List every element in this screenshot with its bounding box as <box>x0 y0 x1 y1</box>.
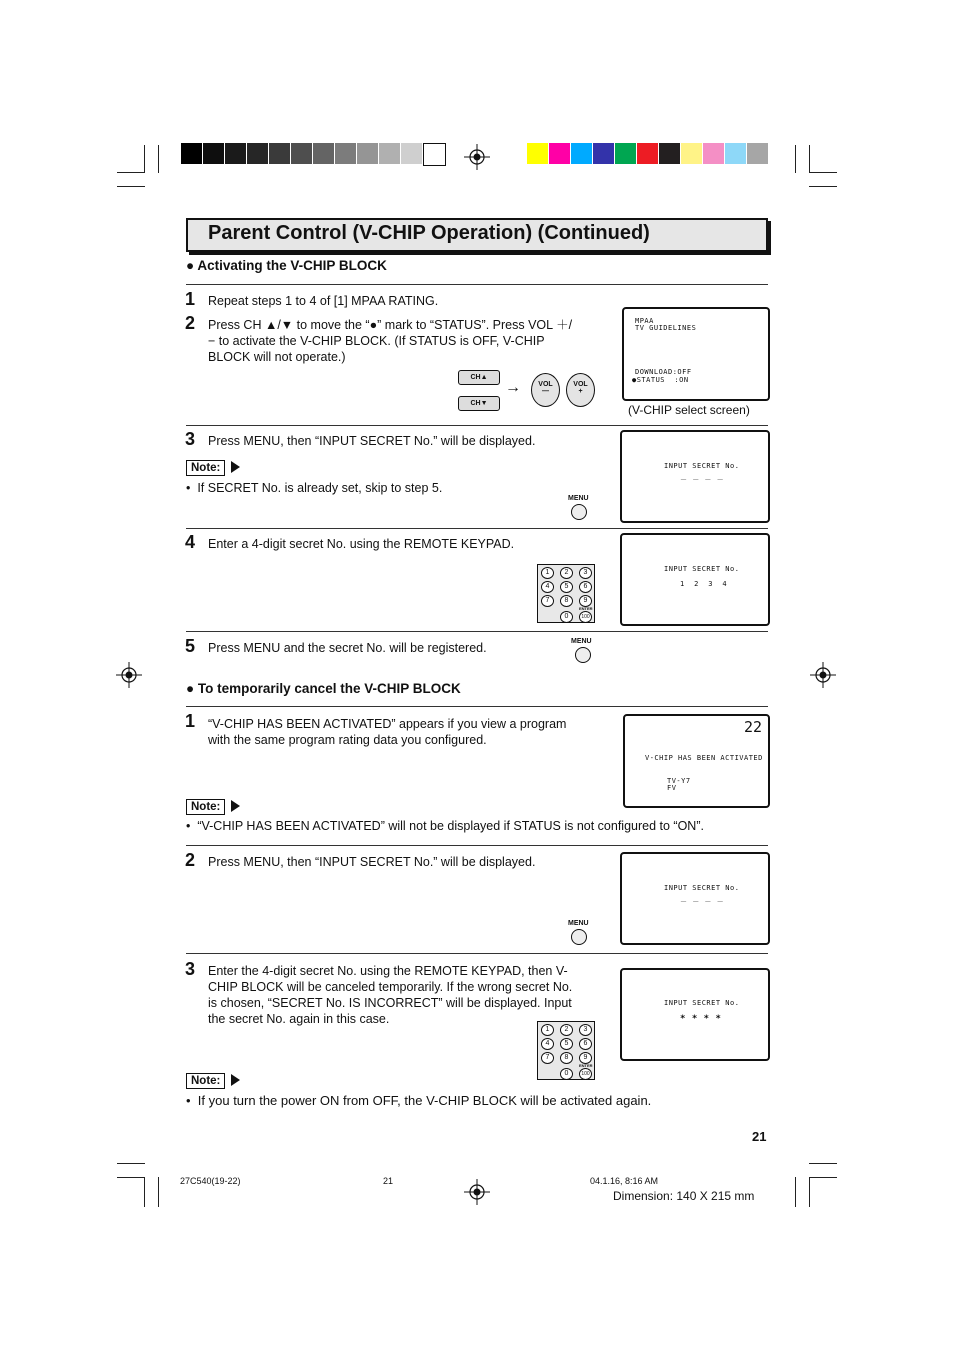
step-text: Press MENU, then “INPUT SECRET No.” will be displayed. <box>208 855 536 869</box>
note-arrow-icon <box>231 1074 240 1086</box>
footer-dimension: Dimension: 140 X 215 mm <box>613 1189 755 1203</box>
color-swatch <box>571 143 592 164</box>
color-swatch <box>269 143 290 164</box>
crop-mark <box>809 145 810 173</box>
keypad-key-100: 100 <box>579 611 592 623</box>
section-heading-cancel: ● To temporarily cancel the V-CHIP BLOCK <box>186 681 461 696</box>
vol-minus-button: VOL — <box>531 373 560 407</box>
crop-mark <box>144 1177 145 1207</box>
note-label: Note: <box>186 799 225 815</box>
crop-mark <box>809 1177 810 1207</box>
menu-button-icon <box>571 504 587 520</box>
color-swatch <box>203 143 224 164</box>
keypad-key-0: 0 <box>560 611 573 623</box>
crop-mark <box>809 1163 837 1164</box>
color-swatch <box>247 143 268 164</box>
crop-mark <box>158 1177 159 1207</box>
step-text: Repeat steps 1 to 4 of [1] MPAA RATING. <box>208 294 439 308</box>
note-text: • If SECRET No. is already set, skip to step 5. <box>186 481 443 495</box>
menu-button-label: MENU <box>568 495 589 502</box>
color-swatch <box>659 143 680 164</box>
keypad-key-9: 9 <box>579 595 592 607</box>
crop-mark <box>117 186 145 187</box>
crop-mark <box>144 145 145 173</box>
crop-mark <box>809 172 837 173</box>
page-title: Parent Control (V-CHIP Operation) (Continued) <box>208 222 650 244</box>
keypad-key-100: 100 <box>579 1068 592 1080</box>
step-number: 5 <box>185 636 196 656</box>
step-number: 1 <box>185 711 196 731</box>
tv-screen-vchip-activated: 22 V-CHIP HAS BEEN ACTIVATED TV-Y7 FV <box>623 714 770 808</box>
crop-mark <box>117 172 145 173</box>
ch-up-button: CH▲ <box>458 370 500 385</box>
divider <box>186 706 768 707</box>
tv-screen-input-secret: INPUT SECRET No. － － － － <box>620 430 770 523</box>
keypad-key-1: 1 <box>541 567 554 579</box>
footer-file-name: 27C540(19-22) <box>180 1176 241 1186</box>
color-swatch <box>313 143 334 164</box>
note-arrow-icon <box>231 461 240 473</box>
keypad-key-3: 3 <box>579 567 592 579</box>
remote-keypad-icon <box>537 564 595 623</box>
menu-button-icon <box>575 647 591 663</box>
bullet-icon: ● <box>186 681 198 696</box>
step-text: “V-CHIP HAS BEEN ACTIVATED” appears if you view a program with the same program rating data you configured. <box>208 717 567 747</box>
remote-keypad-icon <box>537 1021 595 1080</box>
keypad-key-7: 7 <box>541 1052 554 1064</box>
step-number: 3 <box>185 429 196 449</box>
keypad-key-6: 6 <box>579 1038 592 1050</box>
step-number: 1 <box>185 289 196 309</box>
page-number: 21 <box>752 1129 767 1144</box>
registration-mark-icon <box>116 662 142 688</box>
footer-date: 04.1.16, 8:16 AM <box>590 1176 659 1186</box>
tv-screen-vchip-select: MPAA TV GUIDELINES DOWNLOAD:OFF ●STATUS :ON <box>622 307 770 401</box>
color-swatch <box>681 143 702 164</box>
keypad-key-8: 8 <box>560 1052 573 1064</box>
divider <box>186 528 768 529</box>
color-swatch <box>527 143 548 164</box>
keypad-key-7: 7 <box>541 595 554 607</box>
step-number: 3 <box>185 959 196 979</box>
note-text: • If you turn the power ON from OFF, the V-CHIP BLOCK will be activated again. <box>186 1093 652 1108</box>
step-number: 2 <box>185 850 196 870</box>
keypad-key-6: 6 <box>579 581 592 593</box>
tv-screen-input-secret: INPUT SECRET No. － － － － <box>620 852 770 945</box>
note-label: Note: <box>186 460 225 476</box>
crop-mark <box>795 1177 796 1207</box>
color-swatch <box>703 143 724 164</box>
step-text: Press MENU and the secret No. will be registered. <box>208 641 487 655</box>
color-swatch <box>357 143 378 164</box>
keypad-key-4: 4 <box>541 581 554 593</box>
color-swatch <box>423 143 446 166</box>
step-number: 2 <box>185 313 196 333</box>
crop-mark <box>809 1177 837 1178</box>
note-arrow-icon <box>231 800 240 812</box>
menu-button-icon <box>571 929 587 945</box>
note-label: Note: <box>186 1073 225 1089</box>
note-text: • “V-CHIP HAS BEEN ACTIVATED” will not be displayed if STATUS is not configured to “ON”. <box>186 819 704 833</box>
step-text: Press CH ▲/▼ to move the “●” mark to “STATUS”. Press VOL ＋/ − to activate the V-CHIP BLOCK. (If STATUS is OFF, V-CHIP BLOCK will not operate.) <box>208 318 573 364</box>
arrow-right-icon: → <box>505 379 521 396</box>
color-swatch <box>593 143 614 164</box>
keypad-key-8: 8 <box>560 595 573 607</box>
color-swatch <box>335 143 356 164</box>
crop-mark <box>795 145 796 173</box>
registration-mark-icon <box>810 662 836 688</box>
section-heading-activating: ● Activating the V-CHIP BLOCK <box>186 258 387 273</box>
step-text: Enter a 4-digit secret No. using the REMOTE KEYPAD. <box>208 537 515 551</box>
step-text: Press MENU, then “INPUT SECRET No.” will be displayed. <box>208 434 536 448</box>
keypad-key-2: 2 <box>560 567 573 579</box>
menu-button-label: MENU <box>571 638 592 645</box>
crop-mark <box>117 1163 145 1164</box>
color-swatch <box>615 143 636 164</box>
registration-mark-icon <box>464 144 490 170</box>
divider <box>186 953 768 954</box>
menu-button-label: MENU <box>568 920 589 927</box>
screen-caption: (V-CHIP select screen) <box>628 403 750 417</box>
color-swatch <box>401 143 422 164</box>
crop-mark <box>117 1177 145 1178</box>
divider <box>186 845 768 846</box>
ch-down-button: CH▼ <box>458 396 500 411</box>
keypad-enter-label: ENTER <box>579 606 593 611</box>
color-swatch <box>181 143 202 164</box>
color-swatch <box>725 143 746 164</box>
keypad-key-2: 2 <box>560 1024 573 1036</box>
footer-page: 21 <box>383 1176 394 1186</box>
step-text: Enter the 4-digit secret No. using the REMOTE KEYPAD, then V- CHIP BLOCK will be canceled temporarily. If the wrong secret No. is chosen, “SECRET No. IS INCORRECT” will be displayed. Input the secret No. again in this case. <box>208 964 573 1026</box>
tv-screen-input-secret-entered: INPUT SECRET No. 1 2 3 4 <box>620 533 770 626</box>
divider <box>186 425 768 426</box>
color-swatch <box>747 143 768 164</box>
tv-screen-input-secret-masked: INPUT SECRET No. * * * * <box>620 968 770 1061</box>
channel-number: 22 <box>743 718 762 736</box>
color-swatch <box>549 143 570 164</box>
keypad-key-3: 3 <box>579 1024 592 1036</box>
keypad-enter-label: ENTER <box>579 1063 593 1068</box>
color-swatch <box>291 143 312 164</box>
registration-mark-icon <box>464 1179 490 1205</box>
keypad-key-4: 4 <box>541 1038 554 1050</box>
keypad-key-5: 5 <box>560 1038 573 1050</box>
color-swatch <box>379 143 400 164</box>
keypad-key-0: 0 <box>560 1068 573 1080</box>
color-swatch <box>637 143 658 164</box>
vol-plus-button: VOL + <box>566 373 595 407</box>
keypad-key-5: 5 <box>560 581 573 593</box>
divider <box>186 284 768 285</box>
bullet-icon: ● <box>186 258 198 273</box>
crop-mark <box>158 145 159 173</box>
crop-mark <box>809 186 837 187</box>
keypad-key-9: 9 <box>579 1052 592 1064</box>
color-swatch <box>225 143 246 164</box>
divider <box>186 631 768 632</box>
step-number: 4 <box>185 532 196 552</box>
keypad-key-1: 1 <box>541 1024 554 1036</box>
